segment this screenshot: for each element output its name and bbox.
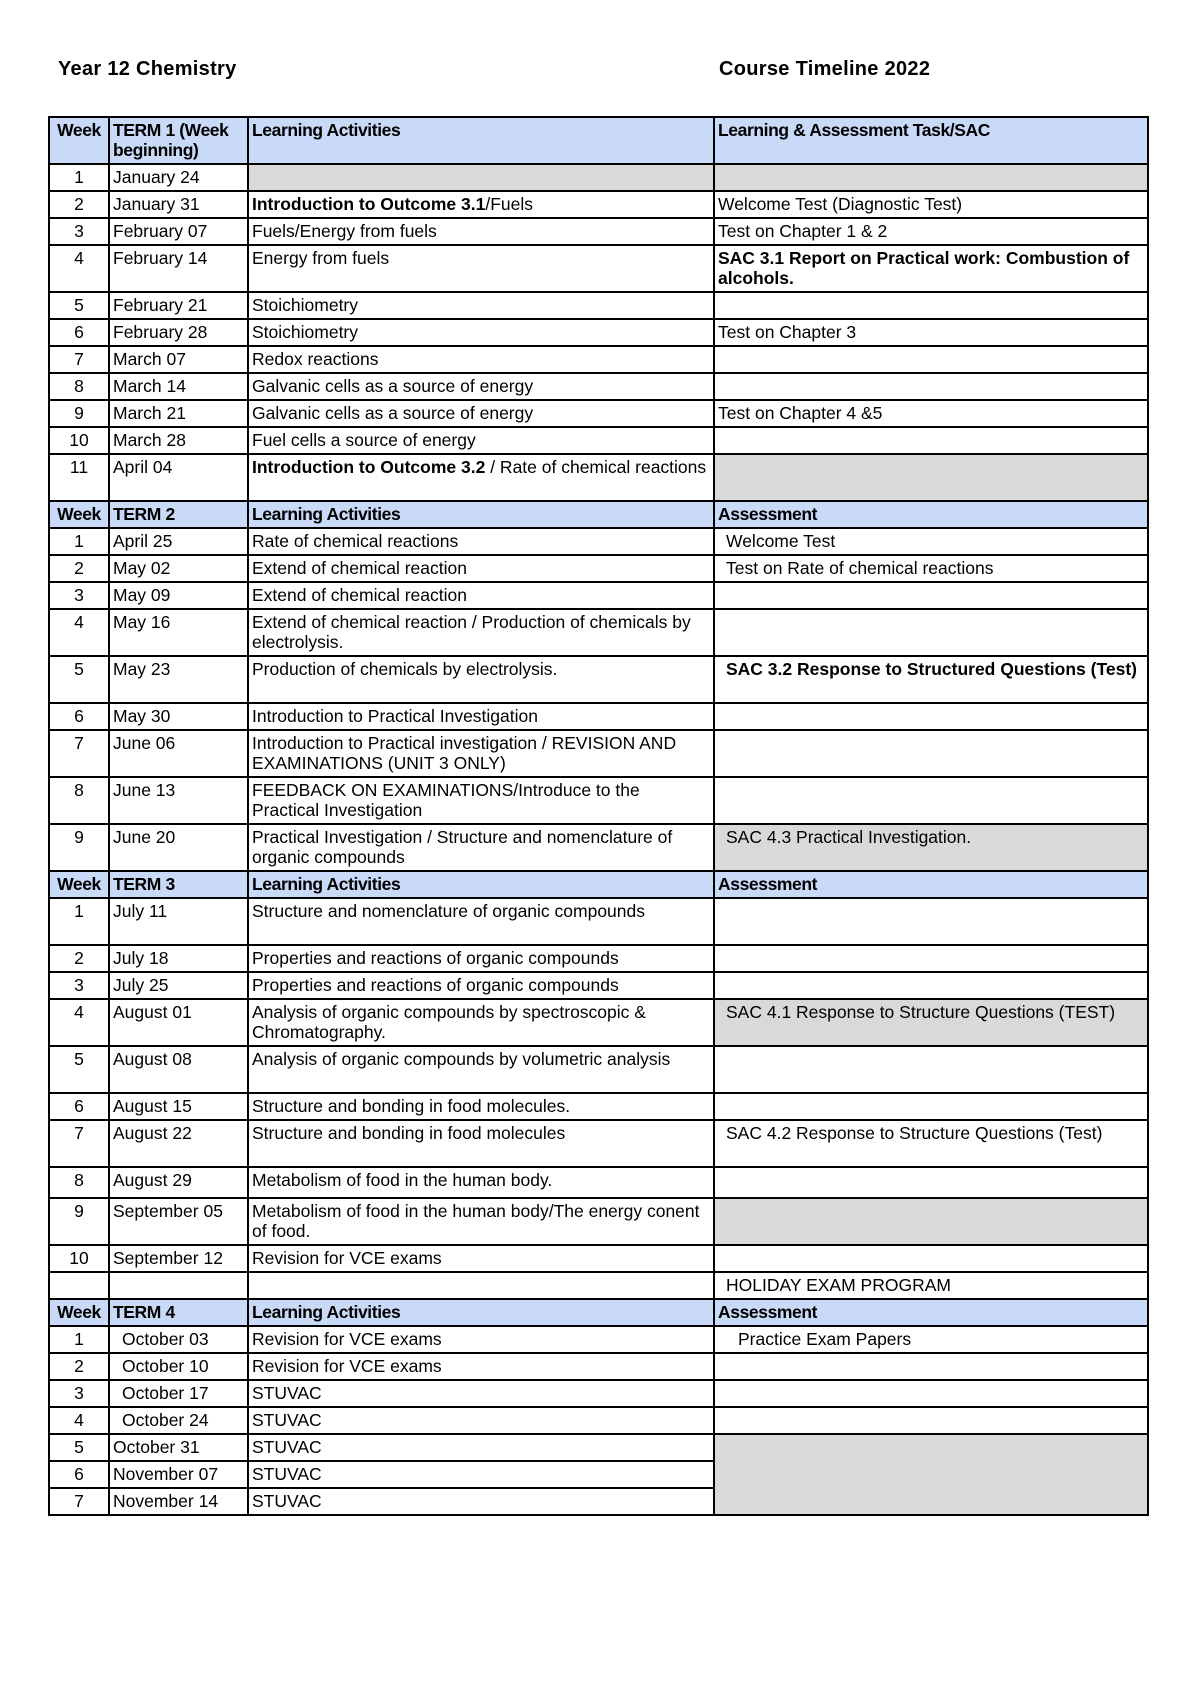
assessment-task: Welcome Test (714, 528, 1148, 555)
assessment-task: Practice Exam Papers (714, 1326, 1148, 1353)
learning-activity (248, 1272, 714, 1299)
week-date: March 14 (109, 373, 248, 400)
week-number: 9 (49, 1198, 109, 1245)
week-date: April 25 (109, 528, 248, 555)
activities-header: Learning Activities (248, 1299, 714, 1326)
assessment-task (714, 1434, 1148, 1515)
term-header-row (49, 501, 1148, 528)
assessment-header: Learning & Assessment Task/SAC (714, 117, 1148, 164)
week-date: June 20 (109, 824, 248, 871)
assessment-task (714, 1046, 1148, 1093)
assessment-task (714, 1167, 1148, 1198)
learning-activity: FEEDBACK ON EXAMINATIONS/Introduce to the Practical Investigation (248, 777, 714, 824)
timeline-row (49, 898, 1148, 945)
week-number: 9 (49, 824, 109, 871)
timeline-row (49, 346, 1148, 373)
assessment-task (714, 1093, 1148, 1120)
week-date: March 07 (109, 346, 248, 373)
learning-activity (248, 218, 714, 245)
week-number: 7 (49, 1120, 109, 1167)
assessment-task (714, 730, 1148, 777)
activity-text: / Rate of chemical reactions (485, 457, 707, 477)
assessment-task: Test on Chapter 4 &5 (714, 400, 1148, 427)
timeline-row (49, 730, 1148, 777)
term-header-row (49, 1299, 1148, 1326)
course-timeline-table (48, 116, 1149, 1516)
week-date: November 14 (109, 1488, 248, 1515)
learning-activity (248, 454, 714, 501)
week-date: August 08 (109, 1046, 248, 1093)
week-date: July 11 (109, 898, 248, 945)
learning-activity (248, 427, 714, 454)
outcome-intro: Introduction to Outcome 3.1 (252, 194, 486, 214)
learning-activity: Introduction to Practical Investigation (248, 703, 714, 730)
week-date: February 28 (109, 319, 248, 346)
activity-text: Stoichiometry (252, 295, 359, 315)
week-number: 7 (49, 1488, 109, 1515)
week-number: 7 (49, 346, 109, 373)
timeline-row (49, 582, 1148, 609)
term-header: TERM 4 (109, 1299, 248, 1326)
activities-header: Learning Activities (248, 117, 714, 164)
timeline-row (49, 218, 1148, 245)
week-number: 7 (49, 730, 109, 777)
activity-text: Redox reactions (252, 349, 379, 369)
timeline-row (49, 427, 1148, 454)
week-date: May 30 (109, 703, 248, 730)
week-date (109, 1272, 248, 1299)
week-number: 3 (49, 972, 109, 999)
assessment-task (714, 898, 1148, 945)
activity-text: Galvanic cells as a source of energy (252, 376, 534, 396)
activity-text: Stoichiometry (252, 322, 359, 342)
term-header: TERM 1 (Week beginning) (109, 117, 248, 164)
week-number: 6 (49, 1461, 109, 1488)
timeline-row (49, 1245, 1148, 1272)
week-date: August 01 (109, 999, 248, 1046)
week-date: October 03 (109, 1326, 248, 1353)
week-date: January 31 (109, 191, 248, 218)
week-date: July 25 (109, 972, 248, 999)
activity-text: /Fuels (485, 194, 533, 214)
week-number: 6 (49, 319, 109, 346)
learning-activity: Extend of chemical reaction / Production of chemicals by electrolysis. (248, 609, 714, 656)
week-header: Week (49, 871, 109, 898)
week-number: 8 (49, 1167, 109, 1198)
assessment-task (714, 1353, 1148, 1380)
week-header: Week (49, 117, 109, 164)
week-date: June 06 (109, 730, 248, 777)
learning-activity: Properties and reactions of organic compounds (248, 945, 714, 972)
learning-activity: Extend of chemical reaction (248, 582, 714, 609)
timeline-row (49, 1407, 1148, 1434)
term-header: TERM 2 (109, 501, 248, 528)
timeline-row (49, 656, 1148, 703)
timeline-row (49, 972, 1148, 999)
week-date: September 12 (109, 1245, 248, 1272)
week-date: November 07 (109, 1461, 248, 1488)
week-number: 1 (49, 898, 109, 945)
learning-activity (248, 319, 714, 346)
week-date: September 05 (109, 1198, 248, 1245)
learning-activity: Production of chemicals by electrolysis. (248, 656, 714, 703)
learning-activity (248, 346, 714, 373)
activity-text: Galvanic cells as a source of energy (252, 403, 534, 423)
week-number: 2 (49, 1353, 109, 1380)
week-date: January 24 (109, 164, 248, 191)
learning-activity: STUVAC (248, 1380, 714, 1407)
timeline-row (49, 191, 1148, 218)
week-number: 5 (49, 656, 109, 703)
week-number: 5 (49, 1434, 109, 1461)
week-header: Week (49, 501, 109, 528)
learning-activity: Revision for VCE exams (248, 1326, 714, 1353)
timeline-row (49, 1353, 1148, 1380)
assessment-task (714, 164, 1148, 191)
week-number: 4 (49, 999, 109, 1046)
timeline-row (49, 164, 1148, 191)
assessment-task (714, 582, 1148, 609)
assessment-task: Test on Rate of chemical reactions (714, 555, 1148, 582)
week-number (49, 1272, 109, 1299)
assessment-task (714, 1380, 1148, 1407)
week-number: 9 (49, 400, 109, 427)
learning-activity (248, 245, 714, 292)
activity-text: Fuels/Energy from fuels (252, 221, 437, 241)
learning-activity: Properties and reactions of organic compounds (248, 972, 714, 999)
timeline-row (49, 1167, 1148, 1198)
timeline-row (49, 1326, 1148, 1353)
learning-activity: Practical Investigation / Structure and nomenclature of organic compounds (248, 824, 714, 871)
timeline-row (49, 319, 1148, 346)
week-date: October 31 (109, 1434, 248, 1461)
week-date: May 16 (109, 609, 248, 656)
week-number: 4 (49, 1407, 109, 1434)
term-header: TERM 3 (109, 871, 248, 898)
timeline-row (49, 999, 1148, 1046)
timeline-row (49, 245, 1148, 292)
timeline-row (49, 609, 1148, 656)
learning-activity: Structure and nomenclature of organic compounds (248, 898, 714, 945)
assessment-task: Test on Chapter 1 & 2 (714, 218, 1148, 245)
week-number: 10 (49, 1245, 109, 1272)
activities-header: Learning Activities (248, 501, 714, 528)
term-header-row (49, 117, 1148, 164)
week-date: August 29 (109, 1167, 248, 1198)
learning-activity: Extend of chemical reaction (248, 555, 714, 582)
week-number: 1 (49, 1326, 109, 1353)
timeline-row (49, 555, 1148, 582)
learning-activity: STUVAC (248, 1488, 714, 1515)
term-header-row (49, 871, 1148, 898)
assessment-task (714, 972, 1148, 999)
week-date: October 17 (109, 1380, 248, 1407)
week-date: June 13 (109, 777, 248, 824)
timeline-row (49, 824, 1148, 871)
learning-activity: Metabolism of food in the human body. (248, 1167, 714, 1198)
assessment-task: SAC 4.1 Response to Structure Questions (TEST) (714, 999, 1148, 1046)
week-date: August 22 (109, 1120, 248, 1167)
timeline-row (49, 1380, 1148, 1407)
timeline-row (49, 1272, 1148, 1299)
document-title: Year 12 Chemistry (58, 58, 237, 80)
activity-text: Energy from fuels (252, 248, 390, 268)
week-number: 2 (49, 191, 109, 218)
timeline-row (49, 1120, 1148, 1167)
learning-activity: Introduction to Practical investigation / REVISION AND EXAMINATIONS (UNIT 3 ONLY) (248, 730, 714, 777)
week-number: 2 (49, 945, 109, 972)
learning-activity: Structure and bonding in food molecules (248, 1120, 714, 1167)
week-number: 2 (49, 555, 109, 582)
timeline-row (49, 1046, 1148, 1093)
assessment-task (714, 609, 1148, 656)
week-date: March 21 (109, 400, 248, 427)
week-number: 6 (49, 703, 109, 730)
assessment-task: SAC 3.1 Report on Practical work: Combustion of alcohols. (714, 245, 1148, 292)
week-number: 8 (49, 777, 109, 824)
assessment-task: SAC 3.2 Response to Structured Questions (Test) (714, 656, 1148, 703)
assessment-header: Assessment (714, 871, 1148, 898)
learning-activity: STUVAC (248, 1461, 714, 1488)
activity-text: Fuel cells a source of energy (252, 430, 476, 450)
assessment-task (714, 454, 1148, 501)
week-header: Week (49, 1299, 109, 1326)
activities-header: Learning Activities (248, 871, 714, 898)
learning-activity: Revision for VCE exams (248, 1353, 714, 1380)
week-number: 11 (49, 454, 109, 501)
week-date: February 21 (109, 292, 248, 319)
assessment-task: HOLIDAY EXAM PROGRAM (714, 1272, 1148, 1299)
learning-activity: Analysis of organic compounds by spectroscopic & Chromatography. (248, 999, 714, 1046)
assessment-task (714, 1407, 1148, 1434)
week-number: 1 (49, 528, 109, 555)
assessment-task: Test on Chapter 3 (714, 319, 1148, 346)
week-date: February 07 (109, 218, 248, 245)
learning-activity (248, 400, 714, 427)
assessment-task (714, 427, 1148, 454)
learning-activity: Metabolism of food in the human body/The energy conent of food. (248, 1198, 714, 1245)
timeline-row (49, 777, 1148, 824)
assessment-task: Welcome Test (Diagnostic Test) (714, 191, 1148, 218)
timeline-row (49, 945, 1148, 972)
assessment-task (714, 945, 1148, 972)
week-number: 4 (49, 245, 109, 292)
document-subtitle: Course Timeline 2022 (719, 58, 931, 80)
learning-activity: Structure and bonding in food molecules. (248, 1093, 714, 1120)
week-date: April 04 (109, 454, 248, 501)
week-date: February 14 (109, 245, 248, 292)
timeline-row (49, 1198, 1148, 1245)
assessment-header: Assessment (714, 501, 1148, 528)
learning-activity (248, 191, 714, 218)
learning-activity: Analysis of organic compounds by volumetric analysis (248, 1046, 714, 1093)
assessment-task (714, 1245, 1148, 1272)
learning-activity (248, 373, 714, 400)
timeline-row (49, 528, 1148, 555)
assessment-task (714, 292, 1148, 319)
week-number: 4 (49, 609, 109, 656)
timeline-row (49, 454, 1148, 501)
assessment-task (714, 703, 1148, 730)
week-date: May 02 (109, 555, 248, 582)
learning-activity (248, 164, 714, 191)
week-date: October 24 (109, 1407, 248, 1434)
assessment-task (714, 777, 1148, 824)
assessment-task: SAC 4.2 Response to Structure Questions (Test) (714, 1120, 1148, 1167)
week-number: 3 (49, 582, 109, 609)
week-number: 10 (49, 427, 109, 454)
assessment-task (714, 373, 1148, 400)
week-number: 3 (49, 218, 109, 245)
week-date: August 15 (109, 1093, 248, 1120)
week-number: 3 (49, 1380, 109, 1407)
week-number: 8 (49, 373, 109, 400)
learning-activity: Revision for VCE exams (248, 1245, 714, 1272)
timeline-row (49, 1093, 1148, 1120)
week-number: 5 (49, 1046, 109, 1093)
week-date: March 28 (109, 427, 248, 454)
week-number: 5 (49, 292, 109, 319)
week-date: July 18 (109, 945, 248, 972)
assessment-task: SAC 4.3 Practical Investigation. (714, 824, 1148, 871)
assessment-task (714, 1198, 1148, 1245)
learning-activity (248, 292, 714, 319)
week-date: October 10 (109, 1353, 248, 1380)
assessment-header: Assessment (714, 1299, 1148, 1326)
assessment-task (714, 346, 1148, 373)
week-date: May 09 (109, 582, 248, 609)
timeline-row (49, 292, 1148, 319)
learning-activity: STUVAC (248, 1407, 714, 1434)
timeline-row (49, 400, 1148, 427)
timeline-row (49, 703, 1148, 730)
timeline-row (49, 1434, 1148, 1461)
learning-activity: STUVAC (248, 1434, 714, 1461)
timeline-row (49, 373, 1148, 400)
week-number: 1 (49, 164, 109, 191)
week-number: 6 (49, 1093, 109, 1120)
learning-activity: Rate of chemical reactions (248, 528, 714, 555)
outcome-intro: Introduction to Outcome 3.2 (252, 457, 486, 477)
week-date: May 23 (109, 656, 248, 703)
